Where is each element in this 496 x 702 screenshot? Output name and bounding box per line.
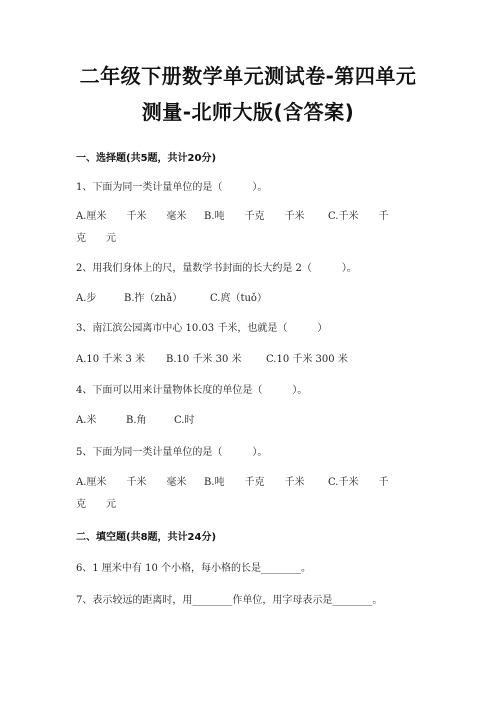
section-heading-fill: 二、填空题(共8题，共计24分)	[76, 532, 217, 543]
question-3-option-c: C.10 千米 300 米	[266, 354, 348, 365]
question-1-option-b: B.吨 千克 千米	[204, 211, 305, 222]
question-5-option-c: C.千米 千	[328, 477, 389, 488]
question-4-option-c: C.时	[174, 415, 195, 426]
question-3-options	[76, 353, 348, 367]
question-1-options	[76, 210, 388, 224]
question-1-option-c-continued: 克 元	[76, 233, 116, 244]
question-4-option-b: B.角	[126, 415, 147, 426]
question-5-stem: 5、下面为同一类计量单位的是（ ）。	[76, 447, 268, 458]
question-5-option-a: A.厘米 千米 毫米	[76, 477, 187, 488]
question-2-stem: 2、用我们身体上的尺，量数学书封面的长大约是 2（ ）。	[76, 263, 357, 274]
question-7-stem: 7、表示较远的距离时，用________作单位，用字母表示是________。	[76, 595, 383, 606]
section-heading-choice: 一、选择题(共5题，共计20分)	[76, 153, 217, 164]
question-2-option-b: B.拃（zhǎ）	[124, 293, 183, 304]
question-5-option-b: B.吨 千克 千米	[204, 477, 305, 488]
question-5-options	[76, 476, 388, 490]
question-2-option-c: C.庹（tuǒ）	[210, 293, 267, 304]
question-3-option-a: A.10 千米 3 米	[76, 354, 146, 365]
question-5-option-c-continued: 克 元	[76, 499, 116, 510]
question-6-stem: 6、1 厘米中有 10 个小格，每小格的长是________。	[76, 563, 311, 574]
question-1-option-c: C.千米 千	[328, 211, 389, 222]
question-3-option-b: B.10 千米 30 米	[166, 354, 242, 365]
question-2-options	[76, 292, 267, 306]
question-1-option-a: A.厘米 千米 毫米	[76, 211, 187, 222]
question-4-option-a: A.米	[76, 415, 97, 426]
page-title-line-2: 测量-北师大版(含答案)	[141, 100, 355, 124]
question-4-stem: 4、下面可以用来计量物体长度的单位是（ ）。	[76, 385, 308, 396]
question-4-options	[76, 414, 194, 428]
question-1-stem: 1、下面为同一类计量单位的是（ ）。	[76, 182, 268, 193]
page-title-line-1: 二年级下册数学单元测试卷-第四单元	[79, 64, 417, 88]
question-2-option-a: A.步	[76, 293, 97, 304]
question-3-stem: 3、南江滨公园离市中心 10.03 千米，也就是（ ）	[76, 323, 328, 334]
